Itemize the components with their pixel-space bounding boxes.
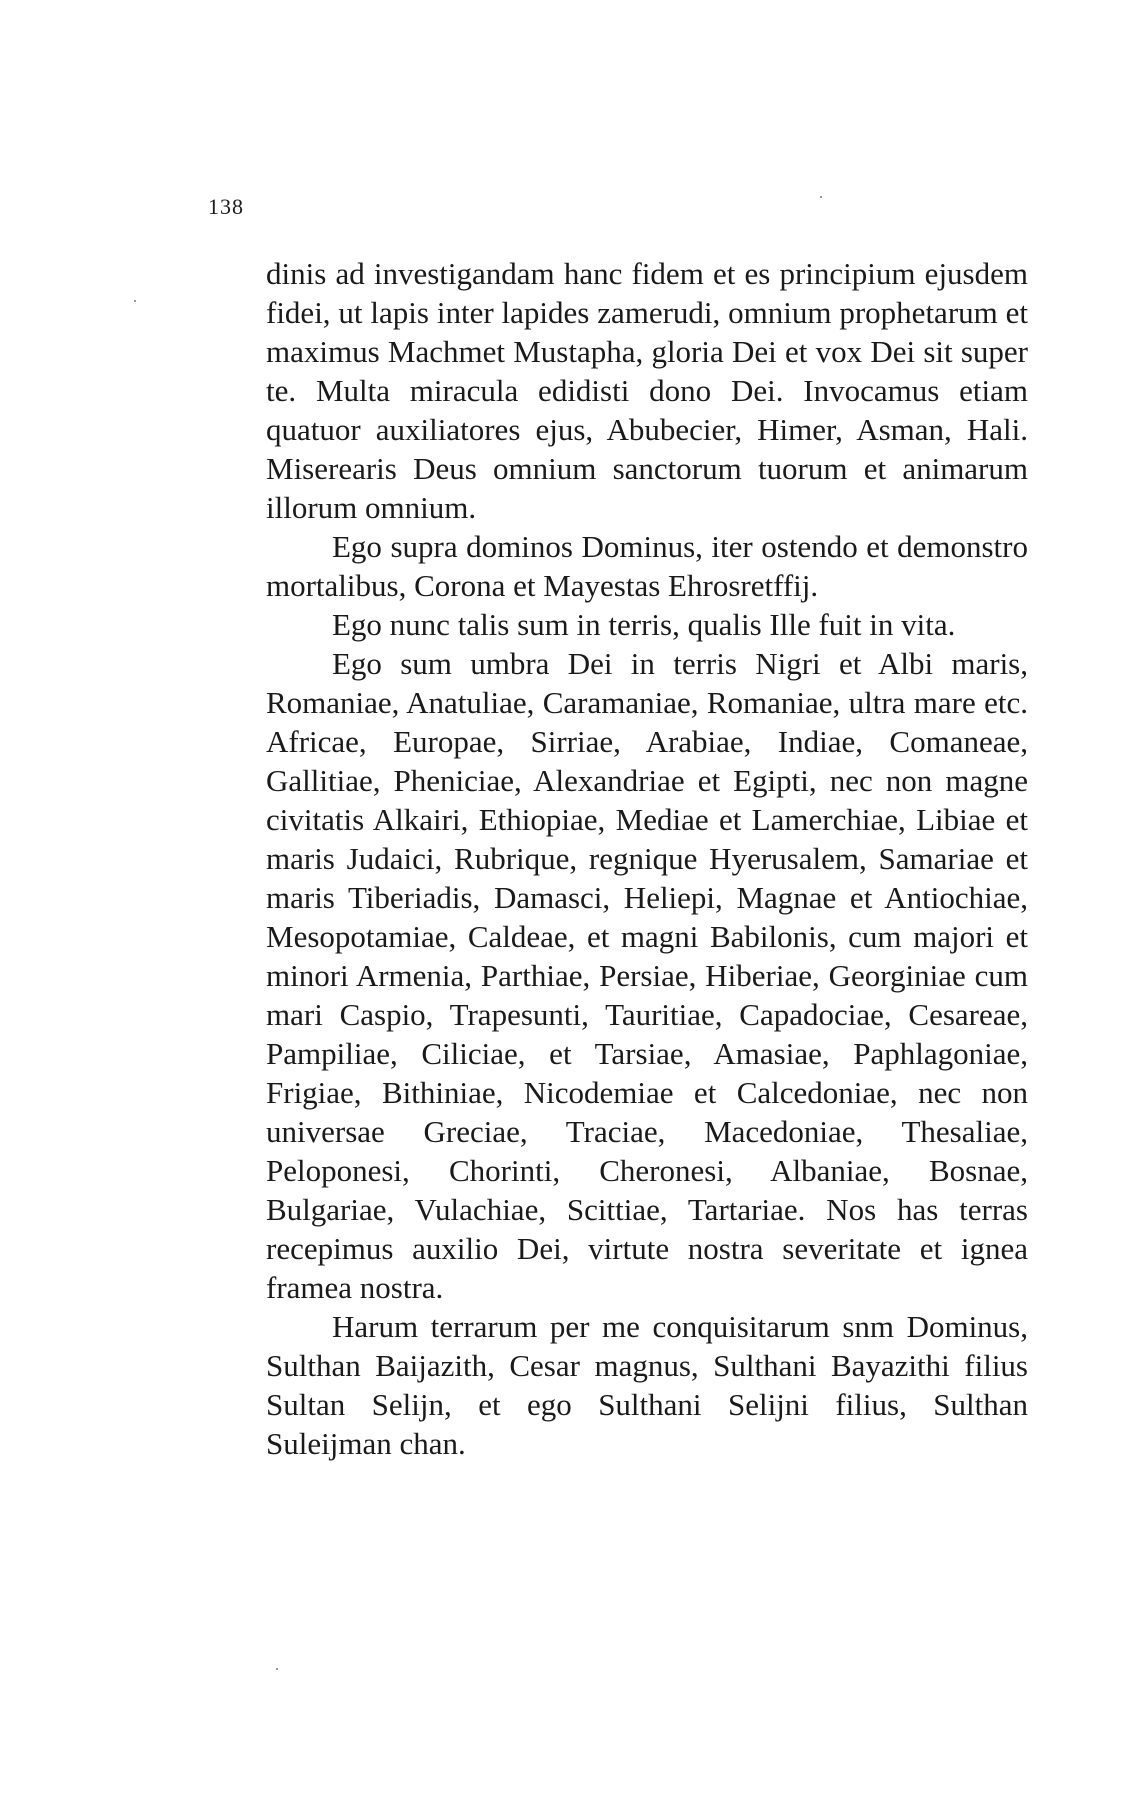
- print-speck: [820, 196, 822, 198]
- paragraph-ego-supra: Ego supra dominos Dominus, iter ostendo et demonstro mortalibus, Corona et Mayestas Ehrosretffij.: [266, 529, 1028, 603]
- paragraph-continuation: dinis ad investigandam hanc fidem et es principium ejusdem fidei, ut lapis inter lapides zamerudi, omnium prophetarum et maximus Machmet Mustapha, gloria Dei et vox Dei sit super te. Multa miracula edidisti dono Dei. Invocamus etiam quatuor auxiliatores ejus, Abubecier, Himer, Asman, Hali. Miserearis Deus omnium sanctorum tuorum et animarum illorum omnium.: [266, 256, 1028, 525]
- print-speck: [276, 1668, 278, 1670]
- print-speck: [134, 300, 136, 302]
- paragraph-ego-sum: Ego sum umbra Dei in terris Nigri et Albi maris, Romaniae, Anatuliae, Caramaniae, Romaniae, ultra mare etc. Africae, Europae, Sirriae, Arabiae, Indiae, Comaneae, Gallitiae, Pheniciae, Alexandriae et Egipti, nec non magne civitatis Alkairi, Ethiopiae, Mediae et Lamerchiae, Libiae et maris Judaici, Rubrique, regnique Hyerusalem, Samariae et maris Tiberiadis, Damasci, Heliepi, Magnae et Antiochiae, Mesopotamiae, Caldeae, et magni Babilonis, cum majori et minori Armenia, Parthiae, Persiae, Hiberiae, Georginiae cum mari Caspio, Trapesunti, Tauritiae, Capadociae, Cesareae, Pampiliae, Ciliciae, et Tarsiae, Amasiae, Paphlagoniae, Frigiae, Bithiniae, Nicodemiae et Calcedoniae, nec non universae Greciae, Traciae, Macedoniae, Thesaliae, Peloponesi, Chorinti, Cheronesi, Albaniae, Bosnae, Bulgariae, Vulachiae, Scittiae, Tartariae. Nos has terras recepimus auxilio Dei, virtute nostra severitate et ignea framea nostra.: [266, 646, 1028, 1305]
- page-number: 138: [208, 194, 244, 219]
- body-text: [266, 254, 1028, 1463]
- paragraph-ego-nunc: Ego nunc talis sum in terris, qualis Ille fuit in vita.: [332, 607, 956, 642]
- paragraph-harum: Harum terrarum per me conquisitarum snm Dominus, Sulthan Baijazith, Cesar magnus, Sulthani Bayazithi filius Sultan Selijn, et ego Sulthani Selijni filius, Sulthan Suleijman chan.: [266, 1309, 1028, 1461]
